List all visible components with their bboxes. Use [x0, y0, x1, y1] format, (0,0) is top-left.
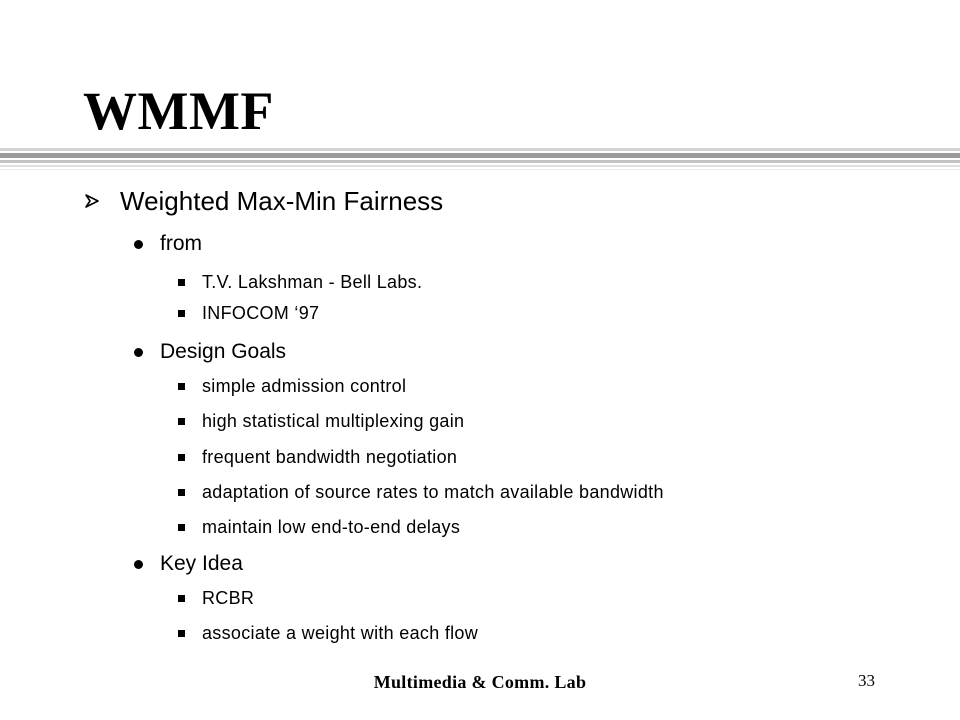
list-item [178, 374, 406, 398]
list-item-text: frequent bandwidth negotiation [202, 447, 458, 467]
arrowhead-bullet-icon [84, 191, 110, 211]
list-item-text: associate a weight with each flow [202, 623, 479, 643]
list-item [178, 409, 464, 433]
footer-lab-name: Multimedia & Comm. Lab [373, 672, 587, 692]
square-bullet-icon [178, 524, 185, 531]
section-bullet [132, 550, 243, 578]
section-bullet [132, 230, 202, 258]
main-heading: Weighted Max-Min Fairness [120, 186, 444, 216]
list-item [178, 270, 422, 294]
section-bullet [132, 338, 286, 366]
section-label: Design Goals [160, 340, 287, 363]
round-bullet-icon [134, 348, 143, 357]
list-item-text: INFOCOM ‘97 [202, 303, 320, 323]
square-bullet-icon [178, 310, 185, 317]
square-bullet-icon [178, 489, 185, 496]
list-item-text: RCBR [202, 588, 255, 608]
list-item [178, 301, 319, 325]
round-bullet-icon [134, 240, 143, 249]
square-bullet-icon [178, 418, 185, 425]
square-bullet-icon [178, 595, 185, 602]
list-item-text: maintain low end-to-end delays [202, 517, 461, 537]
round-bullet-icon [134, 560, 143, 569]
list-item [178, 515, 460, 539]
list-item-text: adaptation of source rates to match available bandwidth [202, 482, 664, 502]
square-bullet-icon [178, 454, 185, 461]
page-number: 33 [858, 671, 875, 690]
section-label: Key Idea [160, 552, 243, 575]
list-item-text: high statistical multiplexing gain [202, 411, 465, 431]
list-item [178, 621, 478, 645]
square-bullet-icon [178, 279, 185, 286]
list-item-text: T.V. Lakshman - Bell Labs. [202, 272, 423, 292]
list-item [178, 445, 457, 469]
slide-title: WMMF [83, 81, 274, 141]
section-label: from [160, 232, 202, 255]
square-bullet-icon [178, 383, 185, 390]
list-item-text: simple admission control [202, 376, 407, 396]
main-bullet [84, 184, 443, 218]
list-item [178, 586, 254, 610]
square-bullet-icon [178, 630, 185, 637]
list-item [178, 480, 664, 504]
title-rule [0, 148, 960, 174]
